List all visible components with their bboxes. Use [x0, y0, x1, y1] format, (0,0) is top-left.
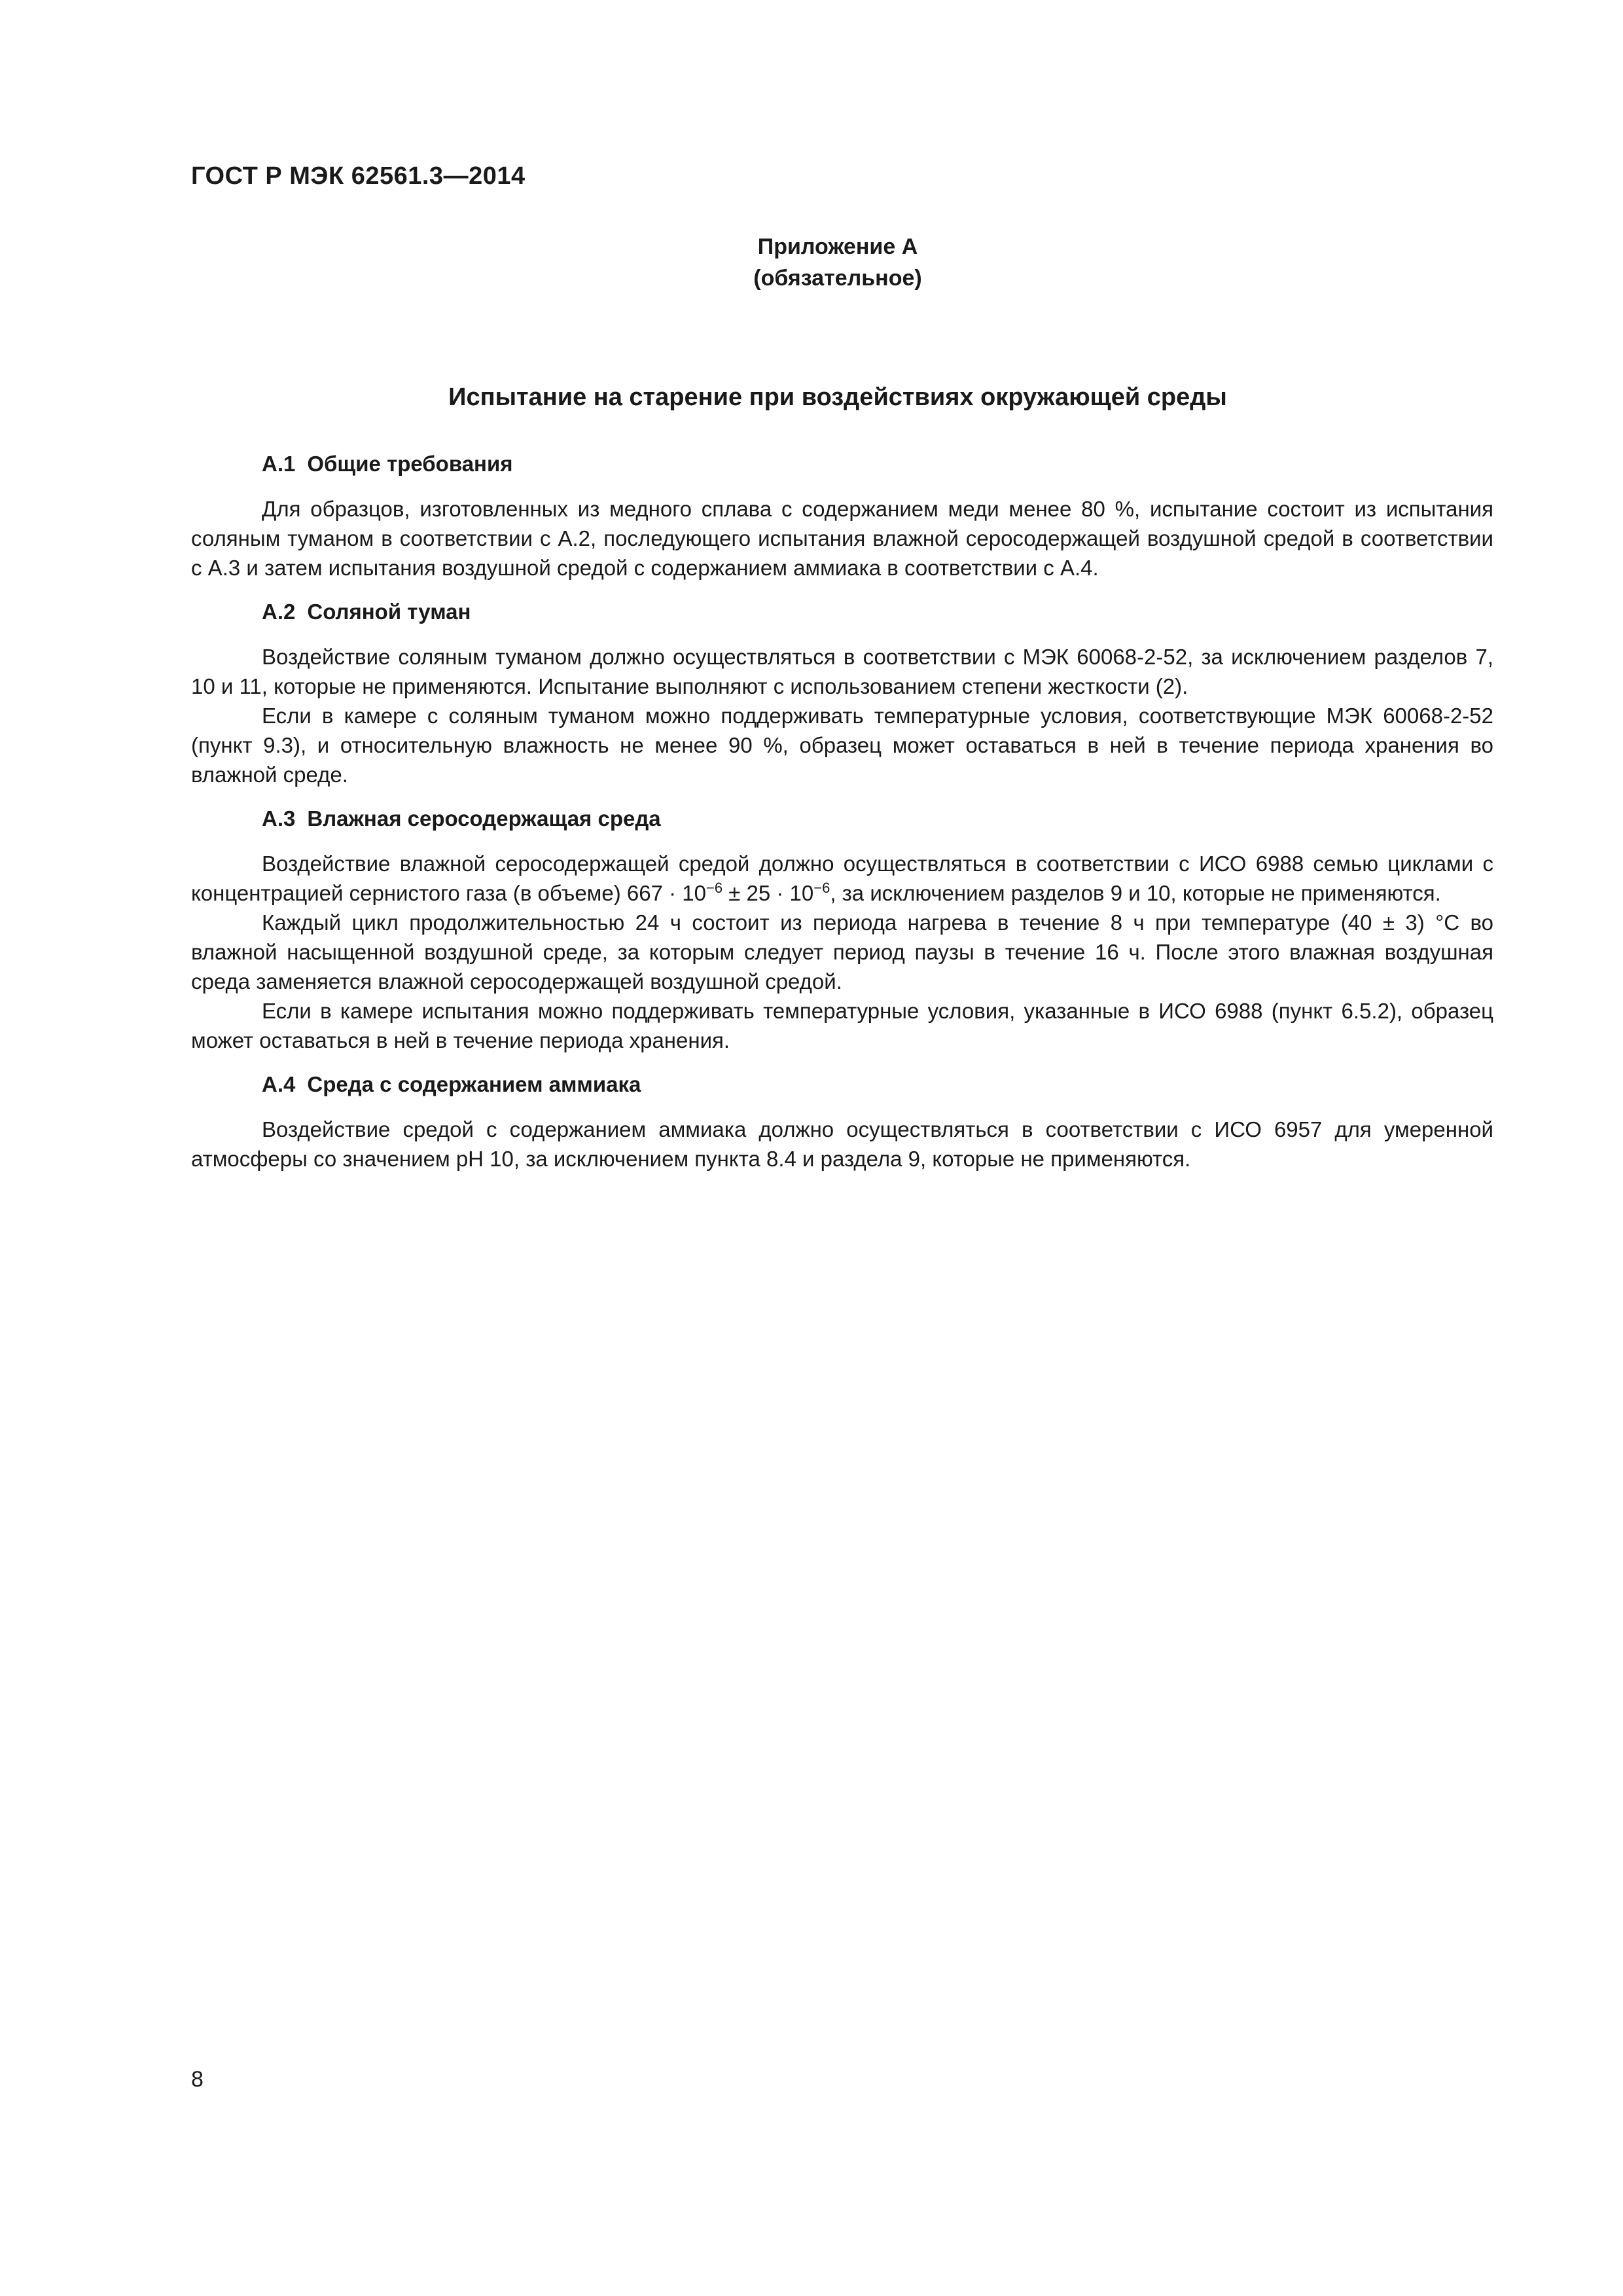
section-a2	[191, 597, 1493, 789]
paragraph-text: , за исключением разделов 9 и 10, которые не применяются.	[830, 881, 1441, 905]
paragraph: Если в камере испытания можно поддерживать температурные условия, указанные в ИСО 6988 (пункт 6.5.2), образец может оставаться в ней в течение периода хранения.	[191, 999, 1493, 1052]
section-a4	[191, 1069, 1493, 1174]
paragraph: Каждый цикл продолжительностью 24 ч состоит из периода нагрева в течение 8 ч при температуре (40 ± 3) °С во влажной насыщенной воздушной среде, за которым следует период паузы в течение 16 ч. После этого влажная воздушная среда заменяется влажной серосодержащей воздушной средой.	[191, 910, 1493, 994]
section-heading	[191, 449, 1493, 478]
annex-title: Приложение А	[757, 234, 918, 259]
paragraph: Если в камере с соляным туманом можно поддерживать температурные условия, соответствующие МЭК 60068-2-52 (пункт 9.3), и относительную влажность не менее 90 %, образец может оставаться в ней в течение периода хранения во влажной среде.	[191, 704, 1493, 787]
document-header: ГОСТ Р МЭК 62561.3—2014	[191, 162, 526, 190]
section-title: Влажная серосодержащая среда	[307, 806, 661, 831]
section-heading	[191, 804, 1493, 833]
section-a1	[191, 449, 1493, 583]
section-title: Общие требования	[307, 452, 513, 476]
annex-status: (обязательное)	[753, 266, 922, 291]
section-number: А.1	[262, 452, 296, 476]
section-number: А.4	[262, 1072, 296, 1096]
paragraph: Воздействие средой с содержанием аммиака должно осуществляться в соответствии с ИСО 6957 для умеренной атмосферы со значением рН 10, за исключением пункта 8.4 и раздела 9, которые не применяются.	[191, 1117, 1493, 1171]
paragraph-text: ± 25 · 10	[722, 881, 814, 905]
annex-label	[0, 231, 1623, 294]
paragraph: Воздействие соляным туманом должно осуществляться в соответствии с МЭК 60068-2-52, за исключением разделов 7, 10 и 11, которые не применяются. Испытание выполняют с использованием степени жесткости (2).	[191, 645, 1493, 698]
section-title: Среда с содержанием аммиака	[307, 1072, 641, 1096]
section-heading	[191, 597, 1493, 626]
section-a3	[191, 804, 1493, 1055]
paragraph	[191, 849, 1493, 908]
page-number: 8	[191, 2067, 204, 2092]
section-heading	[191, 1069, 1493, 1099]
section-number: А.2	[262, 600, 296, 624]
paragraph-text: Воздействие влажной серосодержащей средой должно осуществляться в соответствии с ИСО 6988 семью циклами с концентрацией сернистого газа (в объеме) 667 · 10	[191, 852, 1493, 905]
annex-heading: Испытание на старение при воздействиях окружающей среды	[448, 384, 1227, 411]
section-title: Соляной туман	[307, 600, 471, 624]
exponent: −6	[705, 880, 723, 896]
exponent: −6	[813, 880, 830, 896]
document-body	[191, 449, 1493, 1188]
paragraph: Для образцов, изготовленных из медного сплава с содержанием меди менее 80 %, испытание состоит из испытания соляным туманом в соответствии с А.2, последующего испытания влажной серосодержащей воздушной средой в соответствии с А.3 и затем испытания воздушной средой с содержанием аммиака в соответствии с А.4.	[191, 497, 1493, 580]
section-number: А.3	[262, 806, 296, 831]
